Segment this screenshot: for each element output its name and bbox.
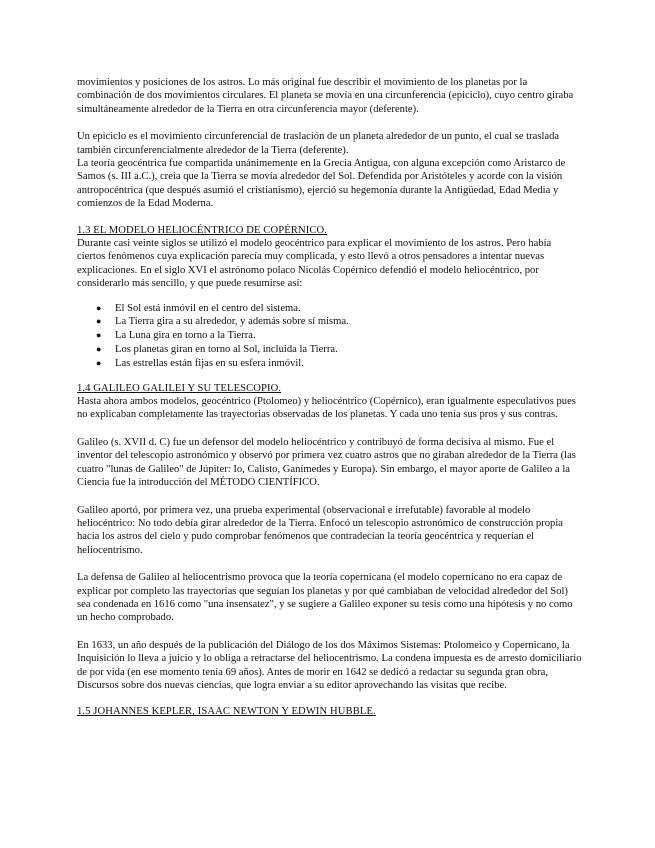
list-item-text: Las estrellas están fijas en su esfera inmóvil. bbox=[115, 357, 304, 369]
galileo-paragraph-models: Hasta ahora ambos modelos, geocéntrico (Ptolomeo) y heliocéntrico (Copérnico), eran igualmente especulativos pues no explicaban completamente las trayectorias observadas de los planetas. Y cada uno tenía sus pros y sus contras. bbox=[77, 396, 576, 421]
bullet-icon: ● bbox=[96, 344, 102, 355]
intro-paragraph-epicycles: movimientos y posiciones de los astros. Lo más original fue describir el movimiento de los planetas por la combinación de dos movimientos circulares. El planeta se movía en una circunferencia (epiciclo), cuyo centro giraba simultáneamente alrededor de la Tierra en otra circunferencia mayor (deferente). bbox=[77, 77, 574, 115]
list-item-text: La Luna gira en torno a la Tierra. bbox=[115, 330, 256, 342]
galileo-paragraph-telescope: Galileo (s. XVII d. C) fue un defensor del modelo heliocéntrico y contribuyó de forma decisiva al mismo. Fue el inventor del telescopio astronómico y observó por primera vez cuatro astros que no giraban alrededor de la Tierra (las cuatro "lunas de Galileo" de Júpiter: Io, Calisto, Ganímedes y Europa). Sin embargo, el mayor aporte de Galileo a la Ciencia fue la introducción del MÉTODO CIENTÍFICO. bbox=[77, 436, 576, 489]
section-heading-kepler-newton-hubble: 1.5 JOHANNES KEPLER, ISAAC NEWTON Y EDWIN HUBBLE. bbox=[77, 706, 376, 718]
intro-paragraph-geocentric-theory: La teoría geocéntrica fue compartida unánimemente en la Grecia Antigua, con alguna excepción como Aristarco de Samos (s. III a.C.), creía que la Tierra se movía alrededor del Sol. Defendida por Aristóteles y acorde con la visión antropocéntrica (que después asumió el cristianismo), ejerció su hegemonía durante la Antigüedad, Edad Media y comienzos de la Edad Moderna. bbox=[77, 158, 566, 210]
list-item bbox=[77, 357, 582, 371]
list-item-text: El Sol está inmóvil en el centro del sistema. bbox=[115, 302, 301, 314]
heliocentric-model-list bbox=[77, 302, 582, 371]
list-item bbox=[77, 329, 582, 343]
list-item bbox=[77, 315, 582, 329]
galileo-paragraph-inquisition: En 1633, un año después de la publicación del Diálogo de los dos Máximos Sistemas: Ptolomeico y Copernicano, la Inquisición lo lleva a juicio y lo obliga a retractarse del heliocentrismo. La condena impuesta es de arresto domiciliario de por vida (en ese momento tenía 69 años). Antes de morir en 1642 se dedicó a redactar su segunda gran obra, Discursos sobre dos nuevas ciencias, que logra enviar a su editor aprovechando las visitas que recibe. bbox=[77, 639, 582, 691]
galileo-paragraph-condemnation: La defensa de Galileo al heliocentrismo provoca que la teoría copernicana (el modelo copernicano no era capaz de explicar por completo las trayectorias que seguían los planetas y por qué cambiaban de velocidad alrededor del Sol) sea condenada en 1616 como "una insensatez", y se sugiere a Galileo exponer su tesis como una hipótesis y no como un hecho comprobado. bbox=[77, 572, 573, 624]
bullet-icon: ● bbox=[96, 302, 102, 313]
intro-paragraph-epicycle-definition: Un epiciclo es el movimiento circunferencial de traslación de un planeta alrededor de un punto, el cual se traslada también circunferencialmente alrededor de la Tierra (deferente). bbox=[77, 131, 560, 156]
list-item bbox=[77, 343, 582, 357]
copernicus-paragraph: Durante casi veinte siglos se utilizó el modelo geocéntrico para explicar el movimiento de los astros. Pero había ciertos fenómenos cuya explicación parecía muy complicada, y esto llevó a otros pensadores a intentar nuevas explicaciones. En el siglo XVI el astrónomo polaco Nicolás Copérnico defendió el modelo heliocéntrico, por considerarlo más sencillo, y que puede resumirse así: bbox=[77, 238, 552, 290]
list-item-text: Los planetas giran en torno al Sol, incluida la Tierra. bbox=[115, 344, 338, 356]
document-page bbox=[77, 76, 582, 719]
bullet-icon: ● bbox=[96, 316, 102, 327]
section-heading-copernicus: 1.3 EL MODELO HELIOCÉNTRICO DE COPÉRNICO. bbox=[77, 224, 327, 236]
bullet-icon: ● bbox=[96, 357, 102, 368]
bullet-icon: ● bbox=[96, 330, 102, 341]
section-heading-galileo: 1.4 GALILEO GALILEI Y SU TELESCOPIO. bbox=[77, 382, 282, 394]
list-item-text: La Tierra gira a su alrededor, y además sobre sí misma. bbox=[115, 316, 349, 328]
galileo-paragraph-experimental-proof: Galileo aportó, por primera vez, una prueba experimental (observacional e irrefutable) favorable al modelo heliocéntrico: No todo debía girar alrededor de la Tierra. Enfocó un telescopio astronómico de construcción propia hacia los astros del cielo y pudo comprobar fenómenos que contradecían la teoría geocéntrica y requerían el heliocentrismo. bbox=[77, 504, 563, 556]
list-item bbox=[77, 302, 582, 316]
